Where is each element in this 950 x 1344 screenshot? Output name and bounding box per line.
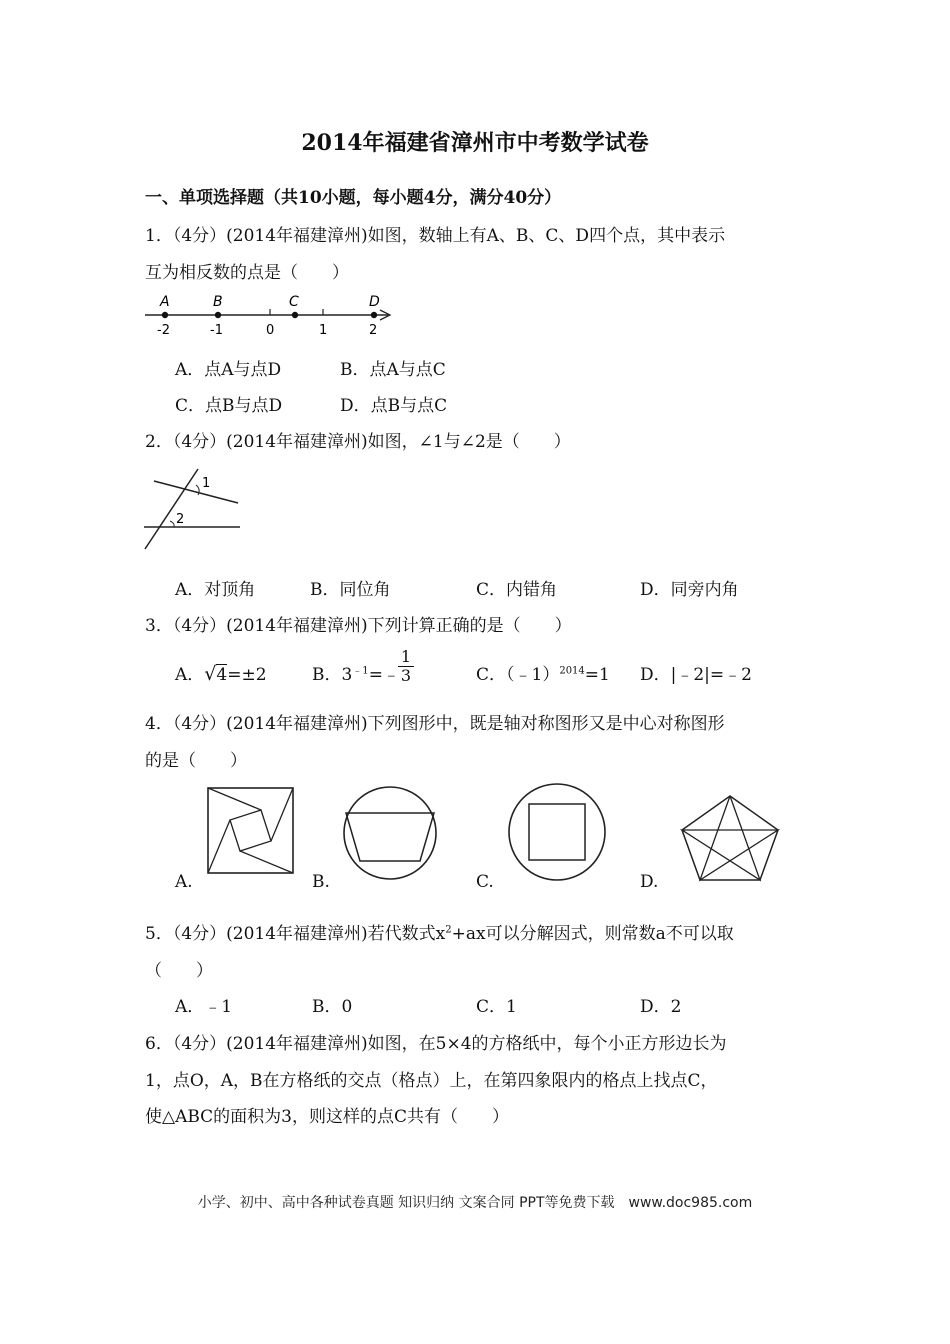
fraction-denominator: 3 xyxy=(400,666,412,685)
q1-option-d: D．点B与点C xyxy=(340,396,448,416)
label-b: B xyxy=(213,294,223,310)
q3-option-a-rest: =±2 xyxy=(227,665,267,685)
sqrt-icon: √ xyxy=(204,663,217,685)
q1-text-line1: 1．（4分）(2014年福建漳州)如图，数轴上有A、B、C、D四个点，其中表示 xyxy=(145,226,726,246)
q5-text-pre: 5．（4分）(2014年福建漳州)若代数式x xyxy=(145,924,446,944)
label-c: C xyxy=(289,294,299,310)
point-b-dot xyxy=(215,312,221,318)
figure-d-pentagram xyxy=(677,793,783,883)
q6-text-line2: 1，点O，A，B在方格纸的交点（格点）上，在第四象限内的格点上找点C， xyxy=(145,1071,718,1091)
q3-option-a-label: A． xyxy=(175,665,205,685)
number-line-figure xyxy=(140,290,400,338)
q1-text-line2: 互为相反数的点是（ ） xyxy=(145,263,349,283)
q6-text-line1: 6．（4分）(2014年福建漳州)如图，在5×4的方格纸中，每个小正方形边长为 xyxy=(145,1034,727,1054)
q1-option-a: A．点A与点D xyxy=(175,360,282,380)
q1-option-b: B．点A与点C xyxy=(340,360,446,380)
q3-option-a xyxy=(175,660,267,685)
q3-fraction xyxy=(398,648,414,685)
q5-option-a: A．﹣1 xyxy=(175,997,233,1017)
point-a-dot xyxy=(162,312,168,318)
q4-option-b: B. xyxy=(312,872,330,892)
tick-label: -2 xyxy=(157,323,170,338)
q4-option-c: C. xyxy=(476,872,494,892)
label-a: A xyxy=(160,294,170,310)
q2-option-d: D．同旁内角 xyxy=(640,580,739,600)
tick-label: 0 xyxy=(266,323,275,338)
q4-option-d: D. xyxy=(640,872,659,892)
q5-text-post: +ax可以分解因式，则常数a不可以取 xyxy=(451,924,734,944)
q3-text-line1: 3．（4分）(2014年福建漳州)下列计算正确的是（ ） xyxy=(145,616,572,636)
q3-option-b-rest: =﹣ xyxy=(368,665,400,685)
angle-1-label: 1 xyxy=(202,476,211,491)
q2-option-b: B．同位角 xyxy=(310,580,391,600)
q5-option-c: C．1 xyxy=(476,997,517,1017)
q3-option-c-label: C．（﹣1） xyxy=(476,665,560,685)
q3-option-c-exponent: 2014 xyxy=(559,665,585,677)
q4-option-a: A. xyxy=(175,872,193,892)
footer-text: 小学、初中、高中各种试卷真题 知识归纳 文案合同 PPT等免费下载 www.doc985.com xyxy=(197,1195,753,1211)
q4-text-line2: 的是（ ） xyxy=(145,751,247,771)
q5-option-b: B．0 xyxy=(312,997,353,1017)
q3-option-d: D．|﹣2|=﹣2 xyxy=(640,665,752,685)
q4-text-line1: 4．（4分）(2014年福建漳州)下列图形中，既是轴对称图形又是中心对称图形 xyxy=(145,714,725,734)
q3-option-c xyxy=(476,660,610,685)
angle-figure xyxy=(140,465,250,555)
tick-label: 2 xyxy=(369,323,378,338)
section-heading: 一、单项选择题（共10小题，每小题4分，满分40分） xyxy=(145,188,562,208)
tick-label: -1 xyxy=(210,323,223,338)
point-c-dot xyxy=(292,312,298,318)
label-d: D xyxy=(369,294,380,310)
q5-option-d: D．2 xyxy=(640,997,682,1017)
figure-a-pinwheel-square xyxy=(205,785,297,877)
fraction-numerator: 1 xyxy=(398,648,414,667)
q3-option-b-exponent: ﹣1 xyxy=(352,665,369,677)
q2-option-c: C．内错角 xyxy=(476,580,558,600)
tick-label: 1 xyxy=(319,323,328,338)
q3-option-b xyxy=(312,660,400,685)
point-d-dot xyxy=(371,312,377,318)
q3-radicand: 4 xyxy=(216,665,228,685)
figure-b-circle-trapezoid xyxy=(340,783,440,883)
q2-option-a: A．对顶角 xyxy=(175,580,256,600)
q1-option-c: C．点B与点D xyxy=(175,396,283,416)
page-title: 2014年福建省漳州市中考数学试卷 xyxy=(301,130,649,156)
q5-text-line2: （ ） xyxy=(145,961,213,981)
q5-exponent: 2 xyxy=(445,924,452,936)
q3-option-b-label: B．3 xyxy=(312,665,353,685)
angle-2-label: 2 xyxy=(176,512,185,527)
q5-text-line1 xyxy=(145,919,734,944)
q6-text-line3: 使△ABC的面积为3，则这样的点C共有（ ） xyxy=(145,1107,509,1127)
q2-text-line1: 2．（4分）(2014年福建漳州)如图，∠1与∠2是（ ） xyxy=(145,432,571,452)
q3-option-c-rest: =1 xyxy=(584,665,610,685)
figure-c-circle-square xyxy=(505,780,609,884)
